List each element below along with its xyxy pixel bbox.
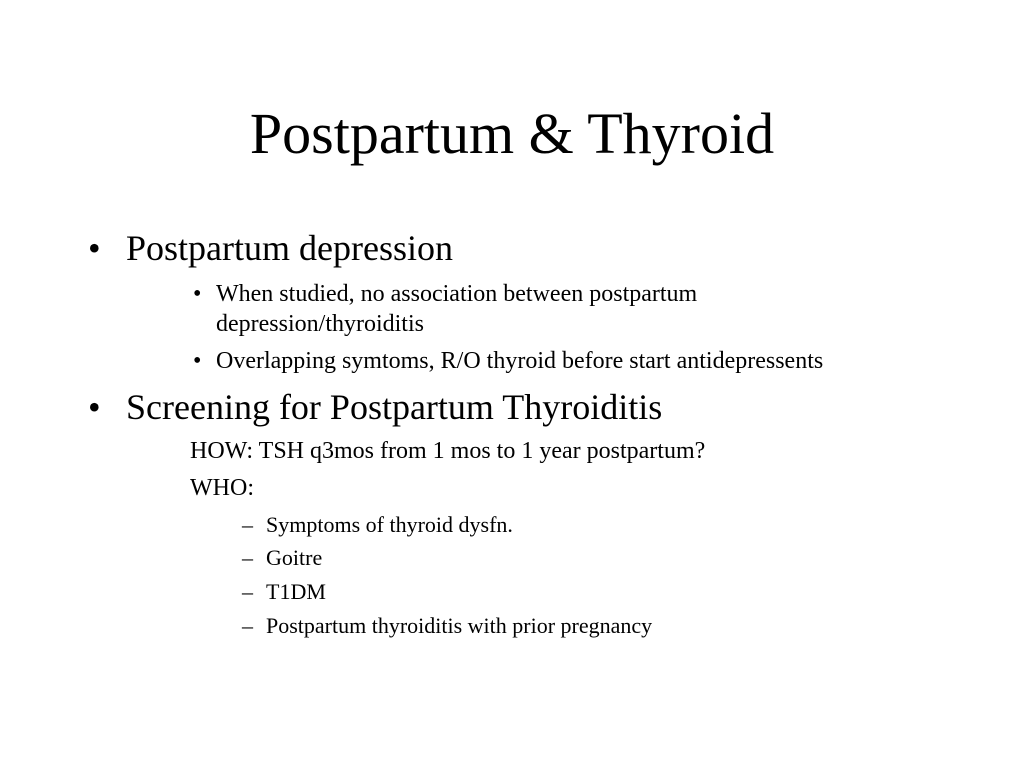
sub-bullet-association: When studied, no association between postpartum bbox=[216, 281, 698, 307]
dash-marker: – bbox=[242, 512, 253, 537]
dash-item-prior-pregnancy: Postpartum thyroiditis with prior pregnancy bbox=[266, 613, 653, 638]
sub-bullet-association-cont: depression/thyroiditis bbox=[216, 311, 424, 337]
sub-bullet-marker: • bbox=[193, 348, 202, 374]
dash-item-t1dm: T1DM bbox=[266, 579, 326, 604]
sub-bullet-marker: • bbox=[193, 281, 202, 307]
dash-marker: – bbox=[242, 579, 253, 604]
screening-who: WHO: bbox=[190, 475, 254, 501]
bullet-marker: • bbox=[88, 387, 101, 427]
bullet-postpartum-depression: Postpartum depression bbox=[126, 228, 453, 268]
dash-item-symptoms: Symptoms of thyroid dysfn. bbox=[266, 512, 513, 537]
bullet-screening: Screening for Postpartum Thyroiditis bbox=[126, 387, 663, 427]
dash-marker: – bbox=[242, 613, 253, 638]
screening-how: HOW: TSH q3mos from 1 mos to 1 year postpartum? bbox=[190, 438, 706, 464]
slide-title: Postpartum & Thyroid bbox=[249, 101, 775, 166]
dash-marker: – bbox=[242, 545, 253, 570]
sub-bullet-overlapping: Overlapping symtoms, R/O thyroid before start antidepressents bbox=[216, 348, 824, 374]
bullet-marker: • bbox=[88, 228, 101, 268]
dash-item-goitre: Goitre bbox=[266, 545, 323, 570]
